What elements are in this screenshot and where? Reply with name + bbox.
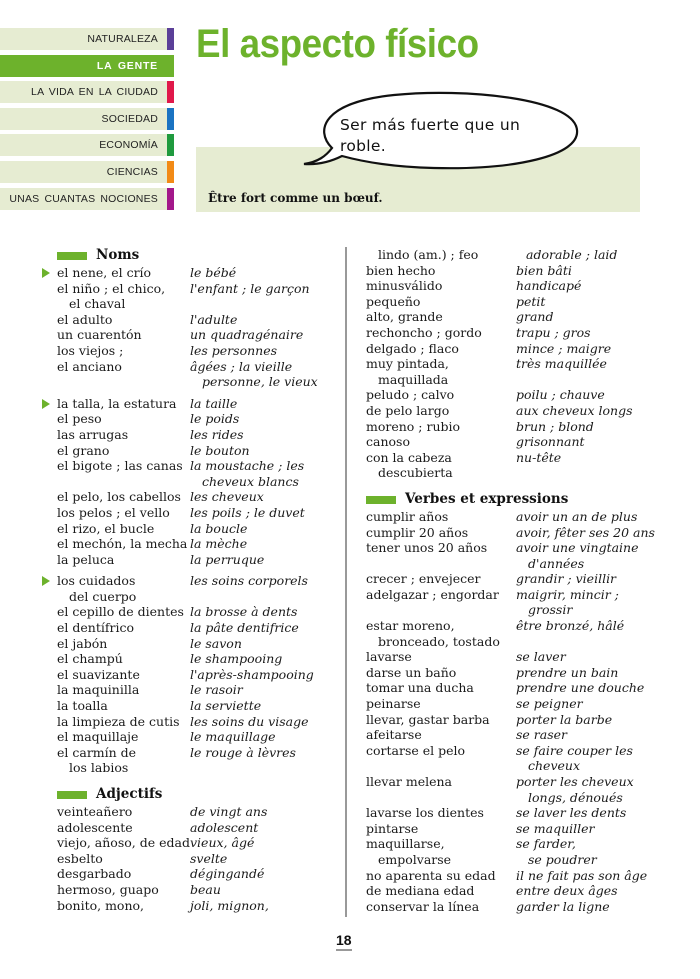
spanish-term: moreno ; rubio (366, 418, 461, 434)
triangle-bullet-icon (42, 399, 50, 409)
vocab-row (40, 505, 332, 521)
vocab-row (40, 682, 332, 698)
french-translation: mince ; maigre (516, 340, 612, 356)
section-color-swatch (167, 161, 174, 183)
spanish-term: esbelto (57, 850, 103, 866)
vocab-row (366, 356, 676, 387)
vocab-row (366, 434, 676, 450)
french-translation: de vingt ans (190, 804, 268, 819)
french-translation: un quadragénaire (190, 327, 304, 343)
vocab-row (366, 696, 676, 712)
spanish-term: el peso (57, 411, 102, 427)
french-translation: garder la ligne (516, 898, 610, 914)
french-translation: l'adulte (190, 311, 238, 327)
nav-item-label: NATURALEZA (87, 33, 158, 45)
vocab-row (366, 665, 676, 681)
french-translation: grandir ; vieillir (516, 571, 617, 587)
noms-list (40, 265, 332, 776)
spanish-term: el bigote ; las canas (57, 458, 183, 474)
spanish-term: delgado ; flaco (366, 340, 459, 356)
spanish-term: los cuidados del cuerpo (57, 573, 137, 604)
french-translation: la boucle (190, 520, 248, 536)
section-heading-noms: Noms (40, 247, 332, 265)
spanish-term: la talla, la estatura (57, 395, 177, 411)
spanish-term: rechoncho ; gordo (366, 324, 482, 340)
french-translation: se faire couper les cheveux (516, 742, 633, 774)
french-translation: être bronzé, hâlé (516, 618, 625, 634)
vocab-row (366, 309, 676, 325)
nav-item-ciencias[interactable] (0, 161, 174, 183)
spanish-term: pintarse (366, 820, 419, 836)
vocab-row (366, 571, 676, 587)
spanish-term: las arrugas (57, 426, 129, 442)
spanish-term: bonito, mono, (57, 897, 144, 913)
vocab-row (40, 327, 332, 343)
nav-item-naturaleza[interactable] (0, 28, 174, 50)
french-translation: avoir un an de plus (516, 508, 638, 524)
spanish-term: estar moreno, bronceado, tostado (366, 618, 500, 649)
french-translation: petit (516, 293, 546, 309)
french-translation: maigrir, mincir ; grossir (516, 586, 619, 618)
french-idiom: Être fort comme un bœuf. (208, 191, 383, 205)
french-translation: dégingandé (190, 866, 265, 882)
vocab-row (366, 587, 676, 618)
french-translation: beau (190, 881, 221, 897)
french-translation: poilu ; chauve (516, 387, 605, 403)
section-color-swatch (167, 28, 174, 50)
nav-item-la-vida-en-la-ciudad[interactable] (0, 81, 174, 103)
spanish-term: viejo, añoso, de edad (57, 835, 190, 851)
nav-item-label: SOCIEDAD (101, 112, 158, 125)
page-title: El aspecto físico (196, 22, 479, 66)
spanish-term: el nene, el crío (57, 265, 152, 280)
vocab-row (366, 883, 676, 899)
spanish-term: cortarse el pelo (366, 742, 466, 758)
nav-item-economía[interactable] (0, 134, 174, 156)
vocab-row (366, 618, 676, 649)
nav-item-unas-cuantas-nociones[interactable] (0, 188, 174, 210)
section-nav (0, 28, 174, 214)
spanish-term: el champú (57, 651, 123, 667)
spanish-term: el anciano (57, 358, 122, 374)
spanish-term: el grano (57, 442, 110, 458)
spanish-term: adelgazar ; engordar (366, 586, 499, 602)
spanish-term: desgarbado (57, 866, 132, 882)
french-translation: très maquillée (516, 356, 607, 372)
french-translation: handicapé (516, 278, 582, 294)
page-number: 18 (336, 932, 352, 951)
spanish-term: cumplir años (366, 508, 449, 524)
spanish-term: el carmín de los labios (57, 744, 137, 776)
french-translation: prendre un bain (516, 664, 619, 680)
spanish-term: adolescente (57, 819, 133, 835)
spanish-term: muy pintada, maquillada (366, 356, 449, 387)
french-translation: le bouton (190, 442, 250, 458)
french-translation: le rouge à lèvres (190, 744, 296, 760)
french-translation: la pâte dentifrice (190, 620, 299, 636)
vocab-row (40, 312, 332, 328)
column-divider (345, 247, 347, 917)
french-translation: grisonnant (516, 434, 585, 450)
spanish-term: con la cabeza descubierta (366, 449, 453, 481)
vocab-row (366, 836, 676, 867)
spanish-term: los pelos ; el vello (57, 504, 170, 520)
vocab-row (366, 540, 676, 571)
french-translation: la taille (190, 395, 238, 411)
vocab-row (40, 521, 332, 537)
french-translation: l'après-shampooing (190, 666, 314, 682)
french-translation: les cheveux (190, 489, 264, 505)
vocab-row (366, 325, 676, 341)
vocab-row (40, 620, 332, 636)
spanish-term: lavarse los dientes (366, 805, 484, 821)
vocab-row (366, 680, 676, 696)
vocab-row (366, 403, 676, 419)
french-translation: la moustache ; les cheveux blancs (190, 458, 305, 489)
spanish-term: tener unos 20 años (366, 540, 488, 556)
spanish-term: veinteañero (57, 804, 133, 819)
vocab-row (366, 899, 676, 915)
french-translation: adolescent (190, 819, 259, 835)
french-translation: il ne fait pas son âge (516, 867, 648, 883)
spanish-term: no aparenta su edad (366, 867, 496, 883)
french-translation: le savon (190, 635, 242, 651)
french-translation: porter les cheveux longs, dénoués (516, 774, 634, 805)
vocab-row (40, 804, 332, 820)
vocab-row (366, 247, 676, 263)
vocab-row (40, 698, 332, 714)
vocab-row (366, 727, 676, 743)
french-translation: la mèche (190, 536, 248, 552)
vocab-row (40, 745, 332, 776)
spanish-term: el adulto (57, 311, 113, 327)
french-translation: se laver les dents (516, 805, 627, 821)
french-translation: brun ; blond (516, 418, 594, 434)
vocab-row (40, 882, 332, 898)
spanish-term: los viejos ; (57, 342, 124, 358)
spanish-term: el niño ; el chico, el chaval (57, 280, 166, 312)
spanish-term: alto, grande (366, 309, 443, 325)
spanish-term: afeitarse (366, 727, 422, 743)
french-translation: prendre une douche (516, 680, 645, 696)
french-translation: le rasoir (190, 682, 243, 698)
vocab-row (40, 265, 332, 281)
vocab-row (366, 525, 676, 541)
french-translation: la serviette (190, 698, 262, 714)
vocab-row (40, 359, 332, 390)
french-translation: la brosse à dents (190, 604, 298, 620)
french-translation: grand (516, 309, 554, 325)
french-translation: svelte (190, 850, 228, 866)
spanish-term: de pelo largo (366, 402, 450, 418)
spanish-term: crecer ; envejecer (366, 571, 481, 587)
french-translation: le maquillage (190, 729, 276, 745)
spanish-term: pequeño (366, 293, 421, 309)
spanish-term: la maquinilla (57, 682, 140, 698)
spanish-term: de mediana edad (366, 883, 475, 899)
vocab-row (366, 774, 676, 805)
nav-item-label: ECONOMÍA (99, 139, 158, 152)
french-translation: entre deux âges (516, 883, 618, 899)
vocab-row (366, 387, 676, 403)
vocab-row (40, 573, 332, 604)
adjectifs-list-continued (366, 247, 676, 481)
spanish-term: el cepillo de dientes (57, 604, 184, 620)
french-translation: les soins corporels (190, 573, 308, 589)
french-translation: joli, mignon, (190, 897, 269, 913)
french-translation: vieux, âgé (190, 835, 255, 851)
spanish-term: la peluca (57, 551, 115, 567)
spanish-term: canoso (366, 434, 410, 450)
spanish-term: minusválido (366, 278, 443, 294)
vocab-row (366, 743, 676, 774)
section-color-swatch (167, 81, 174, 103)
vocab-row (40, 536, 332, 552)
french-translation: se peigner (516, 696, 583, 712)
spanish-term: darse un baño (366, 664, 457, 680)
vocab-row (40, 651, 332, 667)
vocab-row (366, 263, 676, 279)
vocab-row (40, 604, 332, 620)
vocab-row (40, 667, 332, 683)
french-translation: se laver (516, 649, 566, 665)
verbes-list (366, 509, 676, 914)
spanish-term: peludo ; calvo (366, 387, 455, 403)
left-column (40, 247, 332, 913)
spanish-term: el suavizante (57, 666, 140, 682)
spanish-term: el dentífrico (57, 620, 134, 636)
vocab-row (366, 419, 676, 435)
vocab-row (40, 458, 332, 489)
vocab-row (366, 805, 676, 821)
vocab-row (366, 868, 676, 884)
french-translation: le shampooing (190, 651, 283, 667)
spanish-term: el pelo, los cabellos (57, 489, 181, 505)
section-heading-verbes: Verbes et expressions (349, 491, 676, 509)
vocab-row (40, 714, 332, 730)
triangle-bullet-icon (42, 268, 50, 278)
heading-bar (366, 496, 396, 504)
vocab-row (40, 851, 332, 867)
nav-item-label: UNAS CUANTAS NOCIONES (9, 192, 158, 205)
spanish-idiom: Ser más fuerte que un roble. (340, 116, 521, 155)
french-translation: porter la barbe (516, 711, 613, 727)
french-translation: avoir une vingtaine d'années (516, 540, 639, 571)
spanish-term: un cuarentón (57, 327, 142, 343)
adjectifs-list (40, 804, 332, 913)
nav-item-la-gente[interactable] (0, 55, 174, 77)
spanish-term: el jabón (57, 635, 108, 651)
section-color-swatch (167, 108, 174, 130)
french-translation: se raser (516, 727, 568, 743)
french-translation: le poids (190, 411, 240, 427)
spanish-term: llevar melena (366, 774, 453, 789)
triangle-bullet-icon (42, 576, 50, 586)
nav-item-label: CIENCIAS (106, 165, 158, 178)
french-translation: les poils ; le duvet (190, 504, 305, 520)
french-translation: se maquiller (516, 820, 595, 836)
vocab-row (366, 649, 676, 665)
vocab-row (40, 552, 332, 568)
vocab-row (366, 509, 676, 525)
vocab-row (366, 278, 676, 294)
vocab-row (366, 294, 676, 310)
spanish-term: bien hecho (366, 262, 436, 278)
vocab-row (366, 821, 676, 837)
spanish-term: conservar la línea (366, 898, 480, 914)
spanish-term: cumplir 20 años (366, 524, 469, 540)
french-translation: l'enfant ; le garçon (190, 280, 310, 296)
french-translation: bien bâti (516, 262, 572, 278)
french-translation: adorable ; laid (526, 247, 618, 262)
spanish-term: la limpieza de cutis (57, 713, 180, 729)
french-translation: se farder, se poudrer (516, 836, 597, 867)
french-translation: les soins du visage (190, 713, 309, 729)
vocab-row (40, 866, 332, 882)
french-translation: le bébé (190, 265, 237, 280)
vocab-row (366, 341, 676, 357)
french-translation: âgées ; la vieille personne, le vieux (190, 358, 318, 390)
spanish-term: maquillarse, empolvarse (366, 836, 452, 867)
vocab-row (40, 729, 332, 745)
heading-bar (57, 791, 87, 799)
heading-bar (57, 252, 87, 260)
spanish-term: el mechón, la mecha (57, 536, 188, 552)
french-translation: les personnes (190, 342, 278, 358)
vocab-row (40, 898, 332, 914)
vocab-row (40, 281, 332, 312)
vocab-row (40, 427, 332, 443)
spanish-term: la toalla (57, 698, 108, 714)
spanish-term: tomar una ducha (366, 680, 474, 696)
spanish-term: el rizo, el bucle (57, 520, 155, 536)
section-color-swatch (167, 55, 174, 77)
right-column (366, 247, 676, 914)
vocab-row (366, 712, 676, 728)
vocab-row (40, 443, 332, 459)
vocab-row (40, 835, 332, 851)
nav-item-label: LA VIDA EN LA CIUDAD (31, 86, 158, 99)
vocab-row (40, 820, 332, 836)
spanish-term: peinarse (366, 696, 421, 712)
vocab-row (40, 411, 332, 427)
section-color-swatch (167, 188, 174, 210)
french-translation: les rides (190, 426, 244, 442)
nav-item-label: LA GENTE (96, 59, 158, 72)
french-translation: avoir, fêter ses 20 ans (516, 524, 655, 540)
spanish-term: hermoso, guapo (57, 881, 159, 897)
section-heading-adjectifs: Adjectifs (40, 786, 332, 804)
french-translation: trapu ; gros (516, 324, 591, 340)
spanish-term: lavarse (366, 649, 412, 665)
french-translation: la perruque (190, 551, 265, 567)
vocab-row (40, 396, 332, 412)
vocab-row (40, 343, 332, 359)
vocab-row (366, 450, 676, 481)
french-translation: nu-tête (516, 449, 562, 465)
spanish-term: el maquillaje (57, 729, 139, 745)
spanish-term: lindo (am.) ; feo (378, 247, 479, 262)
section-color-swatch (167, 134, 174, 156)
nav-item-sociedad[interactable] (0, 108, 174, 130)
vocab-row (40, 489, 332, 505)
french-translation: aux cheveux longs (516, 402, 633, 418)
vocab-row (40, 636, 332, 652)
spanish-term: llevar, gastar barba (366, 711, 490, 727)
